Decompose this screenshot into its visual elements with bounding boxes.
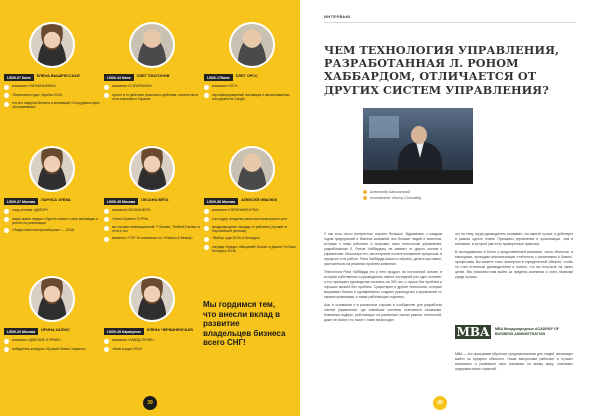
person-fact-text: мы лучшие инновационный ™ Бизнес, TheBest Fashion в сети и топ (112, 225, 200, 234)
person-fact (4, 84, 100, 90)
person-name: ЕЛЕНА ЧЕРВАНЕНСКАЯ (146, 328, 193, 332)
paragraph: MBA — это программа обучения, предназначенная для людей, желающих выйти за пределы обычного. Наши выпускники работают в лучших компаниях и развивают свои компании по всему миру, становясь лидерами своих отраслей. (455, 352, 573, 371)
article-column-3 (455, 352, 573, 375)
paragraph: это на тему, когда руководитель понимает, что вместе лучше, и действует в рамках одного плана. Принципы управления в организации, чем в компании, в которой уже есть проверенные практики. (455, 232, 573, 246)
person-fact (104, 93, 200, 101)
person-fact (204, 236, 300, 242)
person-fact-text: моменты «TOP-10 компании» по «Fashion & Beauty» (112, 236, 193, 241)
person-photo (29, 146, 75, 192)
person-fact-text: компания «ДИЕСКИЕ И ЯРМО» (12, 338, 61, 342)
pride-statement: Мы гордимся тем, что внесли вклад в развитие владельцев бизнеса всего СНГ! (203, 300, 286, 347)
mba-logo-text: MBA Международные ACADEMY OF BUSINESS ADMINISTRATION (495, 327, 559, 336)
article-title: ЧЕМ ТЕХНОЛОГИЯ УПРАВЛЕНИЯ, РАЗРАБОТАННАЯ Л. РОНОМ ХАББАРДОМ, ОТЛИЧАЕТСЯ ОТ ДРУГИХ СИСТЕМ УПРАВЛЕНИЯ? (324, 43, 560, 97)
person-name: ЕЛЕНА ВЫШРЯССКАЯ (36, 74, 80, 78)
person-id-tag: LB09-20 Москва (4, 328, 38, 335)
person-photo (29, 22, 75, 68)
header-rule (324, 22, 576, 23)
person-fact-text: победитель конкурса «Лучший бизнес Украина» (12, 346, 86, 351)
bullet-icon (4, 102, 9, 107)
bullet-icon (4, 228, 9, 233)
person-card (4, 276, 100, 352)
bullet-icon (204, 85, 209, 90)
bullet-icon (204, 209, 209, 214)
person-fact-text: «Банк в ущит 2015» (112, 346, 143, 351)
person-name: ОЛЕГ ПЛАТОНОВ (136, 74, 170, 78)
bullet-icon (104, 339, 109, 344)
person-fact (204, 225, 300, 233)
bullet-icon (4, 209, 9, 214)
person-id-tag: LB09-37 Москва (4, 198, 38, 205)
person-fact-text: сверх-новое лидера «Одесть плани» и вне инновации и успехи на реализации (12, 216, 98, 225)
right-page (300, 0, 600, 416)
bullet-icon (204, 237, 209, 242)
person-fact (104, 338, 200, 344)
person-fact-text: компания «ГАРМОНИЯ КУПА» (212, 208, 260, 212)
person-photo (129, 276, 175, 322)
person-fact (104, 217, 200, 223)
person-fact-text: проект в гл действии решения и действия, количество в сети компании в Украине (112, 92, 199, 101)
person-id-tag: LB09-28 Каракулин (104, 328, 144, 335)
person-fact (4, 208, 100, 214)
bullet-icon (104, 347, 109, 352)
bullet-icon (204, 93, 209, 98)
person-photo (129, 22, 175, 68)
person-fact (204, 208, 300, 214)
person-fact-text: награда «Кредит обещаний» Бизнес и Диалог Не Банк Беларусь 2015г. (212, 244, 296, 253)
bullet-icon (104, 93, 109, 98)
bullet-icon (4, 85, 9, 90)
person-fact (104, 236, 200, 242)
caption-role: основатель Visoroy Consulting (370, 195, 422, 200)
person-name: ЛАРИСА ЗУЕВА (41, 198, 71, 202)
person-card (4, 22, 100, 109)
person-card (104, 276, 200, 352)
bullet-icon (204, 226, 209, 231)
person-photo (229, 22, 275, 68)
bullet-icon (4, 93, 9, 98)
page-number-left: 39 (143, 396, 157, 410)
person-card (104, 22, 200, 101)
person-fact (104, 347, 200, 353)
bullet-icon (4, 217, 9, 222)
person-id-tag: LB09-36 Москва (204, 198, 238, 205)
person-fact (4, 101, 100, 109)
person-id-tag: LB05-07 Киев (4, 74, 34, 81)
person-fact (4, 217, 100, 225)
person-name: ОКСАНА ВЯТА (141, 198, 169, 202)
person-card (104, 146, 200, 242)
person-card (204, 22, 300, 101)
paragraph: Технология Рона Хаббарда это у него продукт, на постоянной основе, в котором собственник и руководитель имеют последний раз одно понятие, и его принципы руководства остались на 300 лет, и лучше без проблем и хороших жизней без проблем. Существуют и другие технологии, которые вскрывают бизнес и одновременно создают руководство и управление со своими правилами, и также работающие отдельно. (324, 270, 442, 299)
person-fact-text: сертифицированный поставщик и авторизованных инструментов Google (212, 92, 290, 101)
article-column-2 (455, 232, 573, 283)
person-fact-text: «Лидер качества/лучший разы» — 2015г. (12, 227, 75, 232)
person-photo (129, 146, 175, 192)
person-fact (4, 347, 100, 353)
bullet-icon (104, 226, 109, 231)
person-fact (104, 208, 200, 214)
bullet-icon (104, 85, 109, 90)
person-id-tag: LB06-17Киев (204, 74, 233, 81)
person-card (4, 146, 100, 233)
person-fact-text: компания «ЗАВОД ЛУРИЕ» (112, 338, 155, 342)
article-column-1 (324, 232, 442, 326)
person-fact (4, 93, 100, 99)
person-fact-text: «Выбор года 2015» в Беларусь (212, 236, 260, 241)
mba-logo-block (455, 325, 573, 347)
person-fact-text: компания «О ИУКРАИНА» (112, 84, 153, 88)
bullet-icon (4, 339, 9, 344)
person-fact (204, 84, 300, 90)
mba-logo: MBA (456, 325, 490, 339)
photo-caption (363, 190, 421, 201)
bullet-icon (204, 245, 209, 250)
person-fact-text: компания ОКСАНА ВЯТА (112, 208, 151, 212)
page-number-right: 40 (433, 396, 447, 410)
person-photo (229, 146, 275, 192)
bullet-icon (4, 347, 9, 352)
rubric-label: ИНТЕРВЬЮ (324, 14, 351, 19)
person-fact (204, 93, 300, 101)
person-fact (4, 228, 100, 234)
person-id-tag: LB09-45 Москва (104, 198, 138, 205)
bullet-icon (204, 217, 209, 222)
person-fact-text: компании «ОСТ» (212, 84, 238, 88)
person-fact-text: международные награды от рейтинга (лучший от Европейской реплики) (212, 225, 288, 234)
caption-name: Александр Бальзонский (370, 190, 411, 194)
person-photo (29, 276, 75, 322)
company-icon (363, 196, 367, 200)
person-icon (363, 190, 367, 194)
portrait-photo (363, 108, 473, 184)
person-fact (204, 245, 300, 253)
person-fact (4, 338, 100, 344)
person-fact (104, 225, 200, 233)
person-fact (204, 217, 300, 223)
person-card (204, 146, 300, 253)
person-id-tag: LB06-44 Киев (104, 74, 134, 81)
paragraph: В исследованиях в Блоге у представителей компании, часть объектов, и ежегодные, проводим аналитическую отчётность с решениями и бизнес-процессами. Вы можете стать экспертом в определенной области, чтобы он стал отличным руководителем и понять, что вы получите на своих целях. Мы помогаем вам выйти за пределы компании и стать первыми среди лучших. (455, 250, 573, 279)
bullet-icon (104, 209, 109, 214)
person-fact-text: компания «УКРАИНА/ФИКА» (12, 84, 57, 88)
paragraph: Азы в основании и в различных случаях в сообществе для разработки систем управления, где новейшие системы становятся сложными. Компании-лидеры, работающие на различных частях разных технологий, даже не знают, что такое с ними происходит. (324, 303, 442, 322)
person-name: ИРИНА КАЛЮС (41, 328, 71, 332)
person-fact-text: топ-лидер, владелец качества спонсорского учет (212, 216, 288, 221)
bullet-icon (104, 217, 109, 222)
person-fact (104, 84, 200, 90)
person-fact-text: топ-ten лидеров бизнеса и инноваций «Сотрудники офис обслуживания» (12, 101, 100, 110)
paragraph: У нас есть нечто интересное, изучить большое. Вдумаемся, с каждым годом предприятий и бизнеса компаний, все больше людей и клиентов, которые с ними работают и получают свою технологию управления, разработанная Л. Роном Хаббардом, не зависит от других систем к управлению. Используя это, мы получили полное понимание процессов, в процессе и на работе. Рона Хаббарда можно и обучать, делать как самое, окончательно на решении проблем компании. (324, 232, 442, 266)
bullet-icon (104, 237, 109, 242)
person-fact-text: «Бизнесмен года» Україна 2015г. (12, 92, 63, 97)
person-fact-text: «Успех Бизнес» 5 УРНк (112, 216, 148, 221)
person-fact-text: холд-сетевая «ДИЕОР» (12, 208, 49, 212)
person-name: АЛЕКСЕЙ ИВАЗЮК (241, 198, 278, 202)
person-name: ОЛЕГ ОРСС (235, 74, 258, 78)
